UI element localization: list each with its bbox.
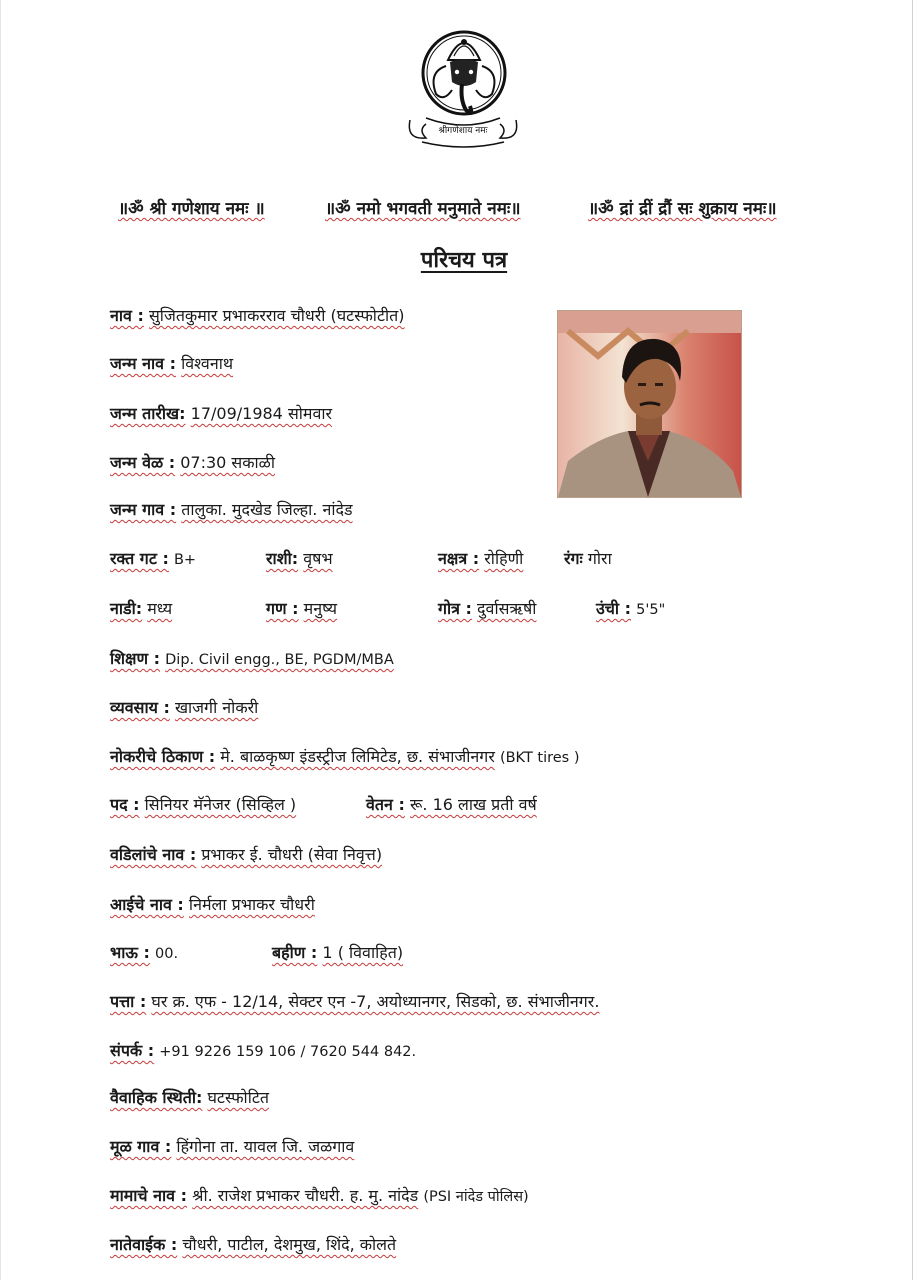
contact-label: संपर्क : bbox=[110, 1041, 155, 1060]
birth-date-label: जन्म तारीख: bbox=[110, 404, 186, 423]
mantra-shukra: ॥ॐ द्रां द्रीं द्रौं सः शुक्राय नमः॥ bbox=[588, 199, 777, 219]
birth-place-value: तालुका. मुदखेड जिल्हा. नांदेड bbox=[181, 500, 353, 519]
height-value: 5'5" bbox=[636, 602, 666, 618]
occupation-row bbox=[110, 696, 258, 718]
blood-group-value: B+ bbox=[173, 552, 197, 568]
complexion bbox=[564, 547, 612, 569]
relatives-row bbox=[110, 1233, 396, 1255]
birth-date-row bbox=[110, 402, 332, 424]
brothers-value: 00. bbox=[155, 946, 179, 962]
name-value: सुजितकुमार प्रभाकरराव चौधरी (घटस्फोटीत) bbox=[148, 306, 405, 325]
brothers bbox=[110, 941, 178, 963]
mother-row bbox=[110, 893, 315, 915]
page-left-edge bbox=[0, 0, 1, 1280]
education-value: Dip. Civil engg., BE, PGDM/MBA bbox=[165, 652, 394, 668]
birth-date-value: 17/09/1984 सोमवार bbox=[190, 404, 333, 423]
post-value: सिनियर मॅनेजर (सिव्हिल ) bbox=[144, 795, 297, 814]
nakshatra-value: रोहिणी bbox=[484, 549, 524, 568]
father-row bbox=[110, 843, 382, 865]
marital-status-value: घटस्फोटित bbox=[207, 1088, 270, 1107]
birth-name-row bbox=[110, 352, 233, 374]
gotra bbox=[438, 597, 536, 619]
mother-label: आईचे नाव : bbox=[110, 895, 184, 914]
marital-status-row bbox=[110, 1086, 269, 1108]
mantra-bhagwati: ॥ॐ नमो भगवती मनुमाते नमः॥ bbox=[325, 199, 521, 219]
gan bbox=[266, 597, 337, 619]
native-place-row bbox=[110, 1135, 354, 1157]
nakshatra bbox=[438, 547, 523, 569]
salary-value: रू. 16 लाख प्रती वर्ष bbox=[409, 795, 537, 814]
gotra-label: गोत्र : bbox=[438, 599, 472, 618]
birth-place-label: जन्म गाव : bbox=[110, 500, 177, 519]
contact-value: +91 9226 159 106 / 7620 544 842. bbox=[159, 1044, 417, 1060]
nadi-label: नाडी: bbox=[110, 599, 143, 618]
nadi-value: मध्य bbox=[147, 599, 173, 618]
profile-photo bbox=[557, 310, 742, 498]
logo-inscription: श्रीगणेशाय नमः bbox=[438, 126, 488, 136]
marital-status-label: वैवाहिक स्थिती: bbox=[110, 1088, 203, 1107]
education-label: शिक्षण : bbox=[110, 649, 161, 668]
maternal-uncle-row bbox=[110, 1184, 529, 1206]
complexion-value: गोरा bbox=[587, 549, 612, 568]
rashi bbox=[266, 547, 333, 569]
sisters bbox=[272, 941, 403, 963]
address-label: पत्ता : bbox=[110, 992, 147, 1011]
workplace-value-extra: (BKT tires ) bbox=[499, 750, 580, 766]
workplace-label: नोकरीचे ठिकाण : bbox=[110, 747, 216, 766]
occupation-label: व्यवसाय : bbox=[110, 698, 170, 717]
education-row bbox=[110, 647, 394, 669]
gotra-value: दुर्वासऋषी bbox=[477, 599, 537, 618]
nakshatra-label: नक्षत्र : bbox=[438, 549, 480, 568]
name-row bbox=[110, 304, 405, 326]
workplace-row bbox=[110, 745, 580, 767]
birth-time-label: जन्म वेळ : bbox=[110, 453, 176, 472]
salary-label: वेतन : bbox=[366, 795, 405, 814]
rashi-label: राशी: bbox=[266, 549, 299, 568]
height bbox=[596, 597, 665, 619]
native-place-label: मूळ गाव : bbox=[110, 1137, 172, 1156]
sisters-value: 1 ( विवाहित) bbox=[322, 943, 404, 962]
page-right-edge bbox=[912, 0, 913, 1280]
relatives-value: चौधरी, पाटील, देशमुख, शिंदे, कोलते bbox=[182, 1235, 397, 1254]
birth-name-label: जन्म नाव : bbox=[110, 354, 176, 373]
mantra-ganesh: ॥ॐ श्री गणेशाय नमः ॥ bbox=[118, 199, 265, 219]
birth-name-value: विश्वनाथ bbox=[181, 354, 234, 373]
birth-time-row bbox=[110, 451, 275, 473]
blood-group-label: रक्त गट : bbox=[110, 549, 169, 568]
page-title: परिचय पत्र bbox=[420, 248, 508, 273]
contact-row bbox=[110, 1039, 416, 1061]
salary bbox=[366, 793, 537, 815]
blood-group bbox=[110, 547, 196, 569]
relatives-label: नातेवाईक : bbox=[110, 1235, 178, 1254]
complexion-label: रंगः bbox=[564, 549, 583, 568]
birth-time-value: 07:30 सकाळी bbox=[180, 453, 275, 472]
mother-value: निर्मला प्रभाकर चौधरी bbox=[188, 895, 315, 914]
occupation-value: खाजगी नोकरी bbox=[174, 698, 259, 717]
maternal-uncle-value: श्री. राजेश प्रभाकर चौधरी. ह. मु. नांदेड bbox=[192, 1186, 419, 1205]
height-label: उंची : bbox=[596, 599, 632, 618]
birth-place-row bbox=[110, 498, 353, 520]
gan-value: मनुष्य bbox=[303, 599, 338, 618]
ganesha-emblem-icon bbox=[404, 20, 522, 152]
maternal-uncle-label: मामाचे नाव : bbox=[110, 1186, 188, 1205]
father-label: वडिलांचे नाव : bbox=[110, 845, 197, 864]
brothers-label: भाऊ : bbox=[110, 943, 150, 962]
nadi bbox=[110, 597, 172, 619]
address-row bbox=[110, 990, 599, 1012]
rashi-value: वृषभ bbox=[303, 549, 333, 568]
post-label: पद : bbox=[110, 795, 140, 814]
native-place-value: हिंगोना ता. यावल जि. जळगाव bbox=[176, 1137, 355, 1156]
father-value: प्रभाकर ई. चौधरी (सेवा निवृत्त) bbox=[201, 845, 383, 864]
post bbox=[110, 793, 296, 815]
address-value: घर क्र. एफ - 12/14, सेक्टर एन -7, अयोध्यानगर, सिडको, छ. संभाजीनगर. bbox=[151, 992, 600, 1011]
sisters-label: बहीण : bbox=[272, 943, 318, 962]
gan-label: गण : bbox=[266, 599, 299, 618]
name-label: नाव : bbox=[110, 306, 144, 325]
maternal-uncle-value-extra: (PSI नांदेड पोलिस) bbox=[423, 1189, 529, 1205]
workplace-value: मे. बाळकृष्ण इंडस्ट्रीज लिमिटेड, छ. संभाजीनगर bbox=[220, 747, 495, 766]
